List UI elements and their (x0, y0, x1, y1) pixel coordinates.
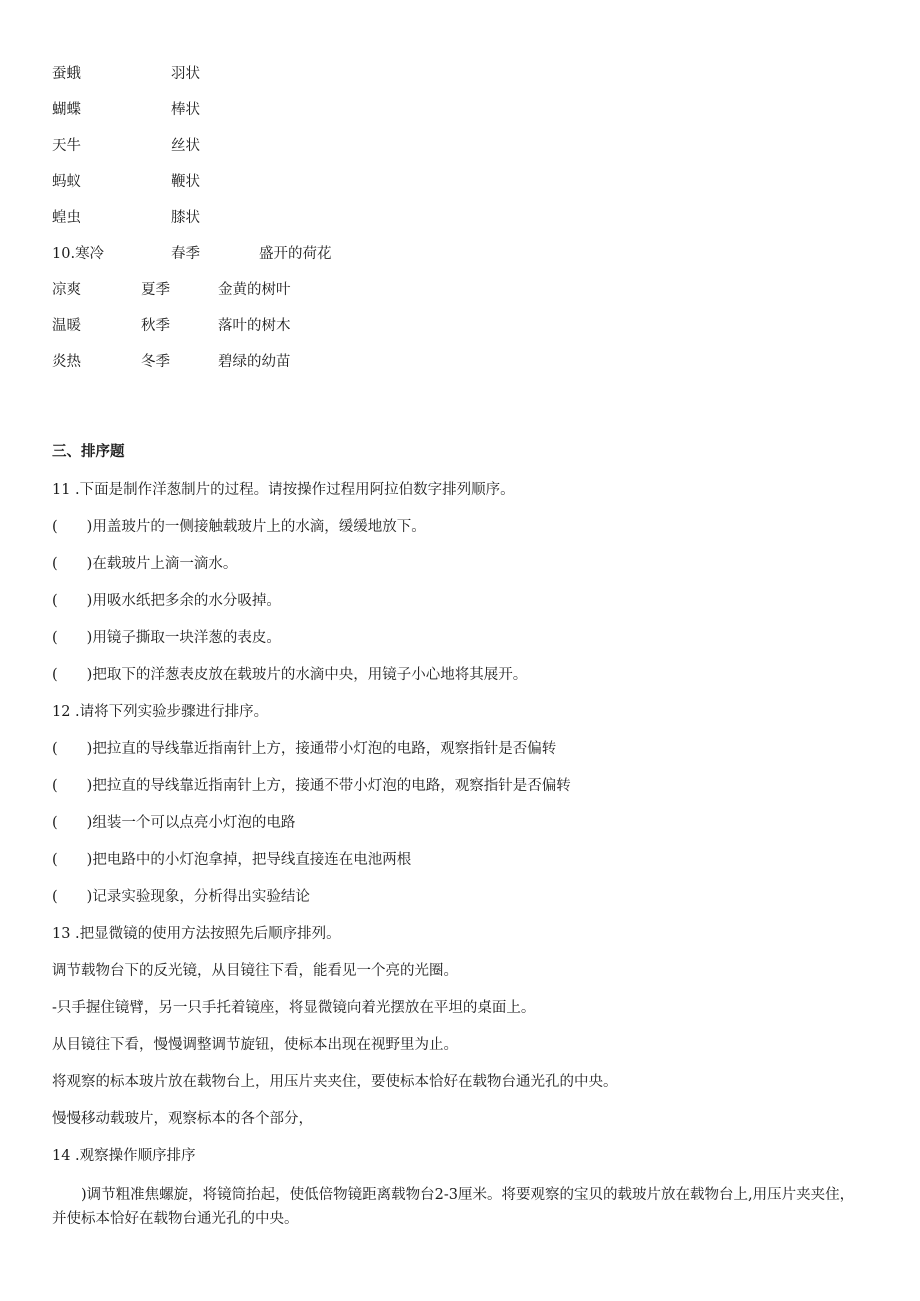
q12-item: ( )把拉直的导线靠近指南针上方，接通带小灯泡的电路，观察指针是否偏转 (52, 741, 557, 757)
q10-col-b: 秋季 (141, 318, 170, 334)
section-heading: 三、排序题 (52, 444, 125, 460)
q13-prompt: 13 .把显微镜的使用方法按照先后顺序排列。 (52, 926, 341, 942)
q10-col-c: 盛开的荷花 (259, 246, 332, 262)
q11-item: ( )用吸水纸把多余的水分吸掉。 (52, 593, 281, 609)
q13-item: 将观察的标本玻片放在载物台上，用压片夹夹住，要使标本恰好在载物台通光孔的中央。 (52, 1074, 618, 1090)
q12-item: ( )把拉直的导线靠近指南针上方，接通不带小灯泡的电路，观察指针是否偏转 (52, 778, 571, 794)
q10-col-a: 炎热 (52, 354, 81, 370)
q10-col-c: 落叶的树木 (218, 318, 291, 334)
match-insect: 蚂蚁 (52, 174, 81, 190)
q11-prompt: 11 .下面是制作洋葱制片的过程。请按操作过程用阿拉伯数字排列顺序。 (52, 482, 515, 498)
match-insect: 蝗虫 (52, 210, 81, 226)
q12-item: ( )把电路中的小灯泡拿掉，把导线直接连在电池两根 (52, 852, 412, 868)
match-insect: 天牛 (52, 138, 81, 154)
q10-col-a: 温暖 (52, 318, 81, 334)
match-insect: 蚕蛾 (52, 66, 81, 82)
q10-col-c: 碧绿的幼苗 (218, 354, 291, 370)
match-antenna: 羽状 (171, 66, 200, 82)
q10-col-b: 冬季 (141, 354, 170, 370)
q13-item: 慢慢移动载玻片，观察标本的各个部分， (52, 1111, 313, 1127)
match-antenna: 膝状 (171, 210, 200, 226)
q11-item: ( )在载玻片上滴一滴水。 (52, 556, 238, 572)
match-antenna: 丝状 (171, 138, 200, 154)
q12-item: ( )组装一个可以点亮小灯泡的电路 (52, 815, 296, 831)
q12-item: ( )记录实验现象，分析得出实验结论 (52, 889, 310, 905)
q13-item: 从目镜往下看，慢慢调整调节旋钮，使标本出现在视野里为止。 (52, 1037, 458, 1053)
q14-prompt: 14 .观察操作顺序排序 (52, 1148, 196, 1164)
q11-item: ( )把取下的洋葱表皮放在载玻片的水滴中央，用镜子小心地将其展开。 (52, 667, 528, 683)
match-antenna: 棒状 (171, 102, 200, 118)
match-insect: 蝴蝶 (52, 102, 81, 118)
q10-col-b: 夏季 (141, 282, 170, 298)
q11-item: ( )用盖玻片的一侧接触载玻片上的水滴，缓缓地放下。 (52, 519, 426, 535)
q10-col-a: 凉爽 (52, 282, 81, 298)
q14-item: )调节粗准焦螺旋，将镜筒抬起，使低倍物镜距离载物台2-3厘米。将要观察的宝贝的载玻片放在载物台上,用压片夹夹住，并使标本恰好在载物台通光孔的中央。 (52, 1187, 855, 1227)
q10-number: 10. (52, 246, 76, 262)
q13-item: -只手握住镜臂，另一只手托着镜座，将显微镜向着光摆放在平坦的桌面上。 (52, 1000, 536, 1016)
q10-col-c: 金黄的树叶 (218, 282, 291, 298)
q11-item: ( )用镜子撕取一块洋葱的表皮。 (52, 630, 281, 646)
q10-col-a: 寒冷 (75, 246, 105, 262)
q13-item: 调节载物台下的反光镜，从目镜往下看，能看见一个亮的光圈。 (52, 963, 458, 979)
q12-prompt: 12 .请将下列实验步骤进行排序。 (52, 704, 269, 720)
q10-col-b: 春季 (171, 246, 200, 262)
match-antenna: 鞭状 (171, 174, 200, 190)
q10-row (52, 244, 104, 264)
